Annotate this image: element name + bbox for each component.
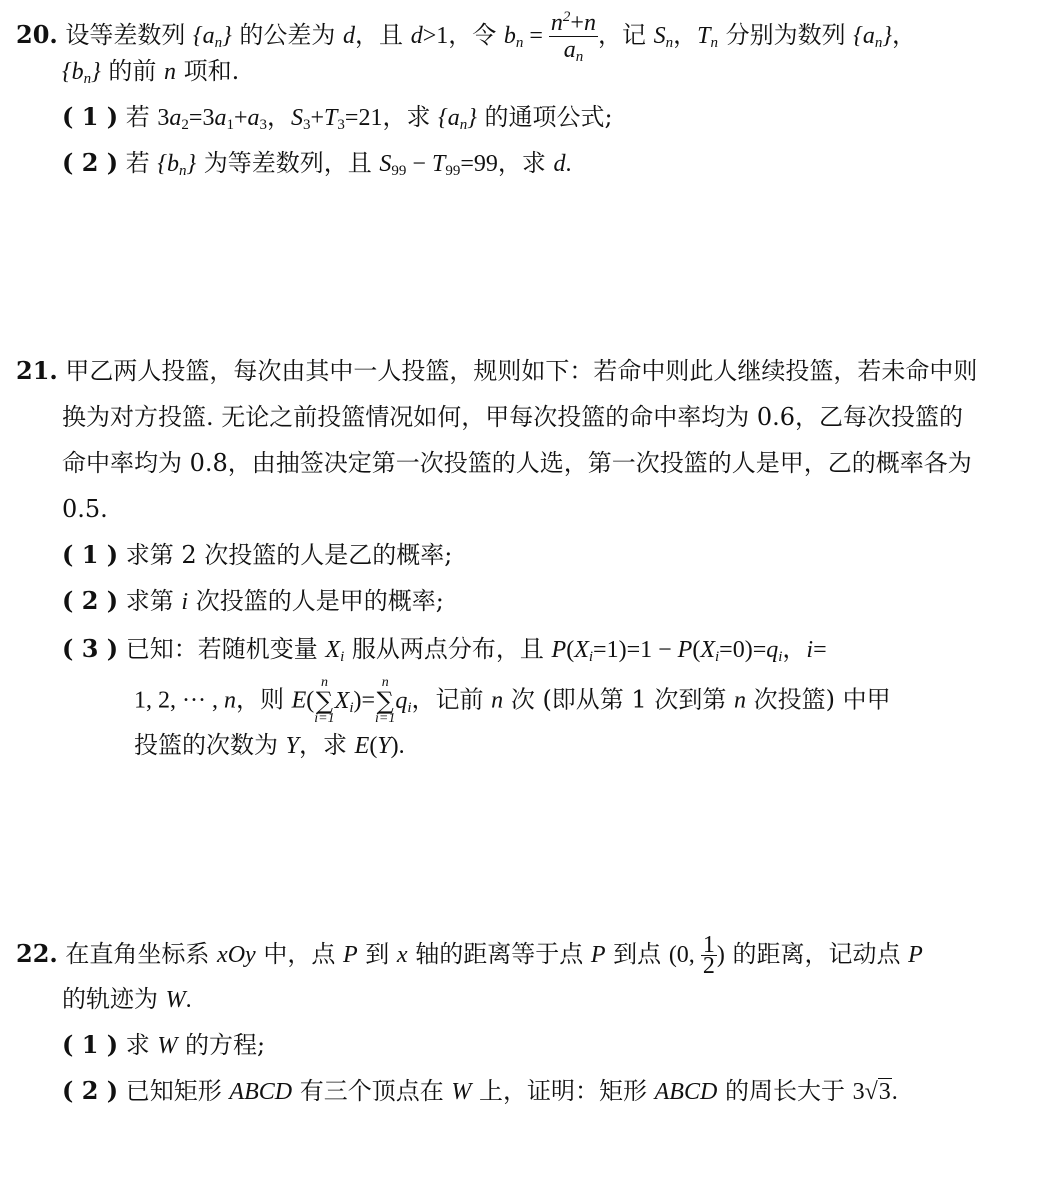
problem-21-part-3-line-3: 投篮的次数为 Y，求 E(Y). xyxy=(134,731,405,759)
summation: n ∑ i=1 xyxy=(375,675,396,726)
problem-number: 22. xyxy=(16,939,58,968)
problem-22-stem-line-2: 的轨迹为 W. xyxy=(62,985,192,1013)
problem-20-part-1: ( 1 ) 若 $3a_2=3a_1+a_3$，$S_3+T_3=21$，求 $\{a_n\}$ 的通项公式; xyxy=(62,102,613,133)
problem-20-stem-line-1: 20. 设等差数列 $\{a_n\}$ 的公差为 d，且 d>1，令 $b_n$ = $\frac{n^2+n}{a_n}$ ，记 $S_n$，$T_n$ 分别为数列 $\{a_n\}$， xyxy=(16,9,916,65)
problem-22-stem-line-1: 22. 在直角坐标系 xOy 中，点 P 到 x 轴的距离等于点 P 到点 (0, $\frac{1}{2}$ ) 的距离，记动点 P xyxy=(16,932,923,979)
problem-22-part-2: ( 2 ) 已知矩形 ABCD 有三个顶点在 W 上，证明：矩形 ABCD 的周长大于 3√3. xyxy=(62,1076,898,1105)
problem-20-stem-line-2: $\{b_n\}$ 的前 n 项和. xyxy=(62,57,240,87)
problem-number: 20. xyxy=(16,20,58,49)
problem-21-stem-line-4: 0.5. xyxy=(62,495,108,523)
problem-21-part-3-line-2: 1, 2, ··· , n，则 E( n ∑ i=1 $X_i)=$ n ∑ i=1 $q_i$，记前 n 次 (即从第 1 次到第 n 次投篮) 中甲 xyxy=(134,675,891,726)
problem-20-part-2: ( 2 ) 若 $\{b_n\}$ 为等差数列，且 $S_{99} - T_{99}=99$，求 d. xyxy=(62,148,572,179)
problem-21-stem-line-2: 换为对方投篮. 无论之前投篮情况如何，甲每次投篮的命中率均为 0.6，乙每次投篮的 xyxy=(62,403,964,431)
problem-21-stem-line-3: 命中率均为 0.8，由抽签决定第一次投篮的人选，第一次投篮的人是甲，乙的概率各为 xyxy=(62,449,972,477)
summation: n ∑ i=1 xyxy=(314,675,335,726)
problem-21-part-3-line-1: ( 3 ) 已知：若随机变量 $X_i$ 服从两点分布，且 $P(X_i=1)=1 - P(X_i=0)=q_i$，i= xyxy=(62,634,827,665)
problem-21-part-1: ( 1 ) 求第 2 次投篮的人是乙的概率; xyxy=(62,540,453,569)
problem-21-stem-line-1: 21. 甲乙两人投篮，每次由其中一人投篮，规则如下：若命中则此人继续投篮，若未命中则 xyxy=(16,356,978,385)
problem-22-part-1: ( 1 ) 求 W 的方程; xyxy=(62,1030,266,1059)
fraction-bn: $\frac{n^2+n}{a_n}$ xyxy=(550,9,596,65)
problem-number: 21. xyxy=(16,356,58,385)
fraction-half: $\frac{1}{2}$ xyxy=(702,932,715,979)
problem-21-part-2: ( 2 ) 求第 i 次投篮的人是甲的概率; xyxy=(62,586,444,615)
